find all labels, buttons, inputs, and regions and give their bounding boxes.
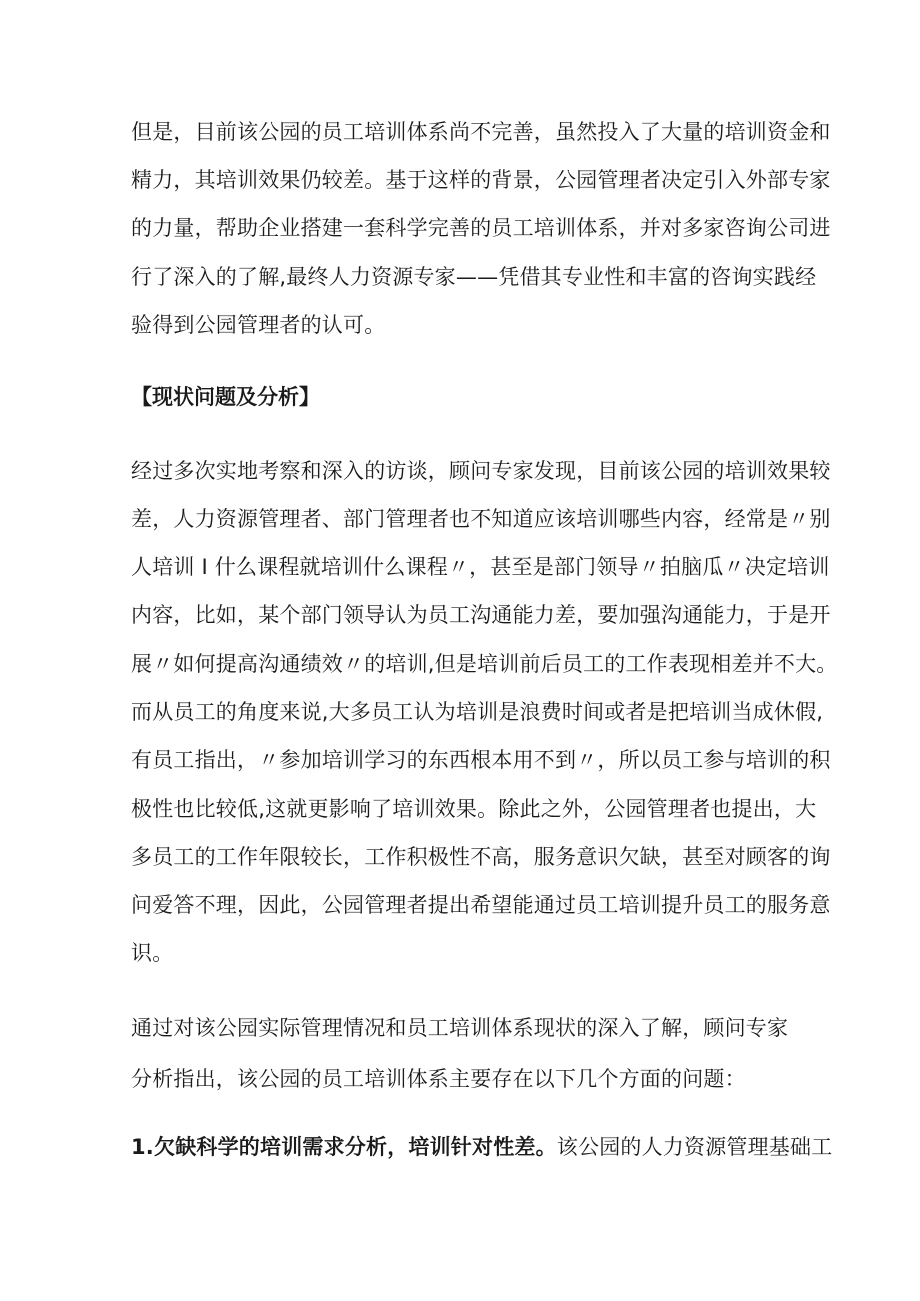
paragraph-line: 识。 <box>131 941 174 965</box>
paragraph-line: 极性也比较低,这就更影响了培训效果。除此之外，公园管理者也提出，大 <box>131 797 817 821</box>
paragraph-line: 的力量，帮助企业搭建一套科学完善的员工培训体系，并对多家咨询公司进 <box>131 216 831 240</box>
paragraph-line: 人培训 I 什么课程就培训什么课程〃，甚至是部门领导〃拍脑瓜〃决定培训 <box>131 555 830 579</box>
paragraph-line: 分析指出，该公园的员工培训体系主要存在以下几个方面的问题： <box>131 1067 746 1091</box>
paragraph-line: 而从员工的角度来说,大多员工认为培训是浪费时间或者是把培训当成休假, <box>131 700 824 724</box>
paragraph-line: 展〃如何提高沟通绩效〃的培训,但是培训前后员工的工作表现相差并不大。 <box>131 652 838 676</box>
paragraph-line: 通过对该公园实际管理情况和员工培训体系现状的深入了解，顾问专家 <box>131 1016 789 1040</box>
paragraph-line: 但是，目前该公园的员工培训体系尚不完善，虽然投入了大量的培训资金和 <box>131 120 831 144</box>
problem-point-1 <box>131 1133 832 1161</box>
paragraph-line: 验得到公园管理者的认可。 <box>131 313 386 337</box>
paragraph-line: 行了深入的了解,最终人力资源专家——凭借其专业性和丰富的咨询实践经 <box>131 265 817 289</box>
problem-point-1-title: 1.欠缺科学的培训需求分析，培训针对性差。 <box>131 1135 557 1159</box>
problem-point-1-text: 该公园的人力资源管理基础工 <box>556 1135 833 1159</box>
paragraph-line: 精力，其培训效果仍较差。基于这样的背景，公园管理者决定引入外部专家 <box>131 168 831 192</box>
paragraph-line: 经过多次实地考察和深入的访谈，顾问专家发现，目前该公园的培训效果较 <box>131 459 831 483</box>
paragraph-line: 有员工指出，〃参加培训学习的东西根本用不到〃，所以员工参与培训的积 <box>131 748 831 772</box>
paragraph-line: 多员工的工作年限较长，工作积极性不高，服务意识欠缺，甚至对顾客的询 <box>131 845 831 869</box>
paragraph-line: 内容，比如，某个部门领导认为员工沟通能力差，要加强沟通能力，于是开 <box>131 603 831 627</box>
paragraph-line: 差，人力资源管理者、部门管理者也不知道应该培训哪些内容，经常是〃别 <box>131 507 831 531</box>
section-heading: 【现状问题及分析】 <box>131 385 320 409</box>
paragraph-line: 问爱答不理，因此，公园管理者提出希望能通过员工培训提升员工的服务意 <box>131 893 831 917</box>
